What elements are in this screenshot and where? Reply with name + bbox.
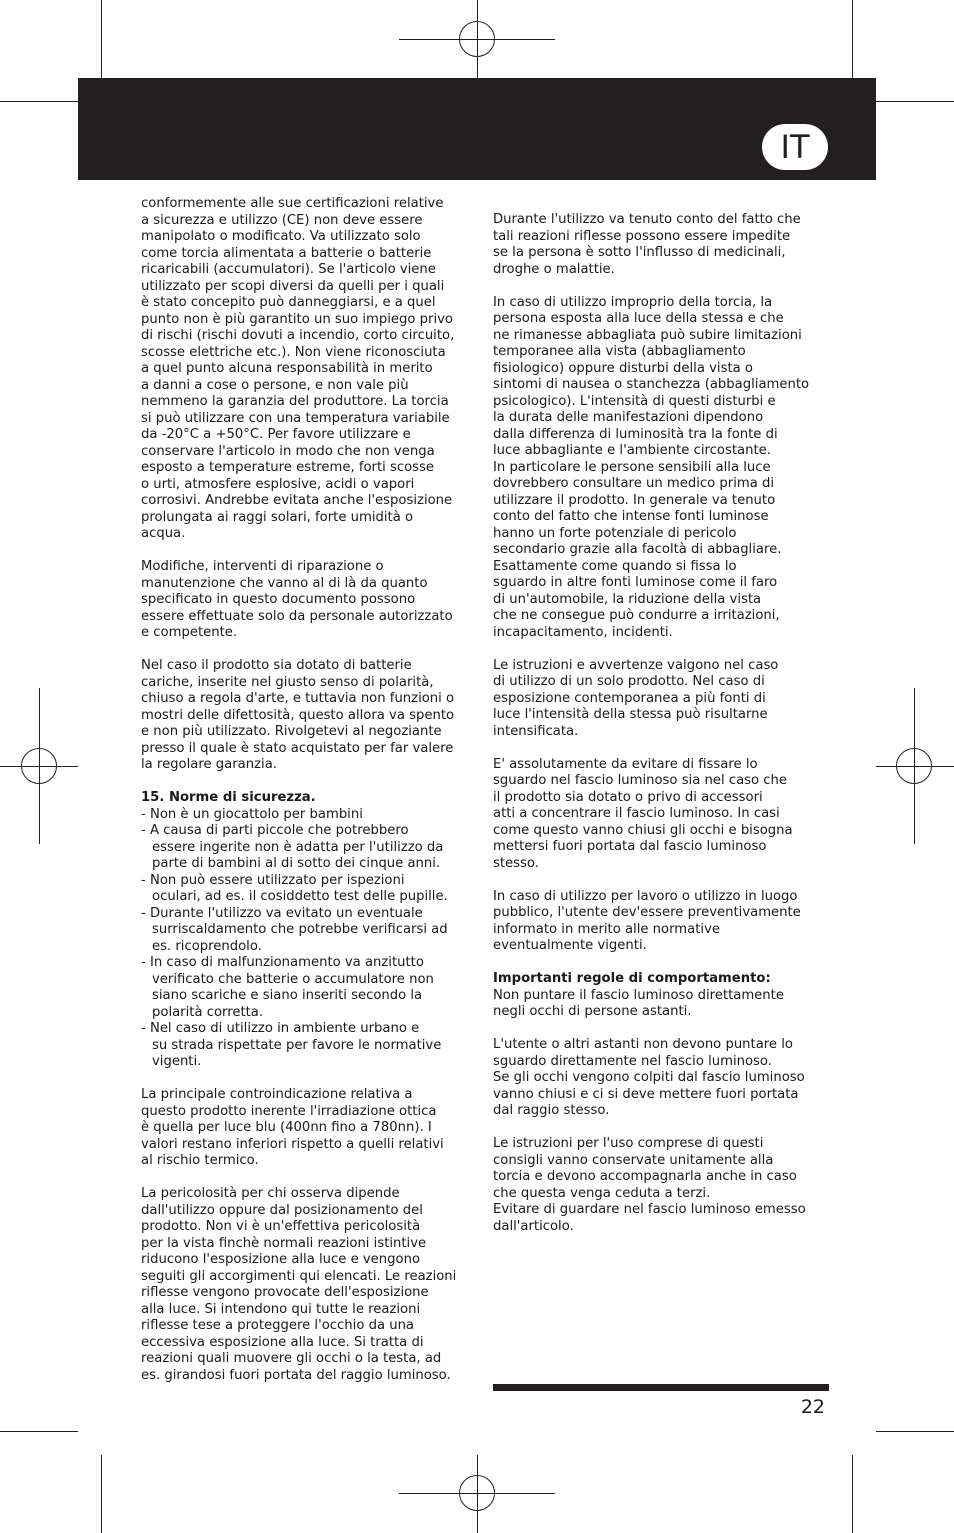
language-badge: IT (762, 124, 828, 170)
registration-top-circle (459, 21, 495, 57)
paragraph: La principale controindicazione relativa a questo prodotto inerente l'irradiazione ottica è quella per luce blu (400nn fino a 780nn). I valori restano inferiori rispetto a quelli relativi al rischio termico. (141, 1087, 444, 1168)
section-heading: Importanti regole di comportamento: (493, 971, 771, 986)
paragraph: E' assolutamente da evitare di fissare lo sguardo nel fascio luminoso sia nel caso che il prodotto sia dotato o privo di accessori atti a concentrare il fascio luminoso. In casi come questo vanno chiusi gli occhi e bisogna mettersi fuori portata dal fascio luminoso stesso. (493, 756, 793, 871)
paragraph: Modifiche, interventi di riparazione o manutenzione che vanno al di là da quanto specificato in questo documento possono essere effettuate solo da personale autorizzato e competente. (141, 559, 453, 640)
list-item: - A causa di parti piccole che potrebbero essere ingerite non è adatta per l'utilizzo da parte di bambini al di sotto dei cinque anni. (141, 823, 444, 871)
paragraph: conformemente alle sue certificazioni relative a sicurezza e utilizzo (CE) non deve essere manipolato o modificato. Va utilizzato solo come torcia alimentata a batterie o batterie ricaricabili (accumulatori). Se l'articolo viene utilizzato per scopi diversi da quelli per i quali è stato concepito può danneggiarsi, e a quel punto non è più garantito un suo impiego privo di rischi (rischi dovuti a incendio, corto circuito, scosse elettriche etc.). Non viene riconosciuta a quel punto alcuna responsabilità in merito a danni a cose o persone, e non vale più nemmeno la garanzia del produttore. La torcia si può utilizzare con una temperatura variabile da -20°C a +50°C. Per favore utilizzare e conservare l'articolo in modo che non venga esposto a temperature estreme, forti scosse o urti, atmosfere esplosive, acidi o vapori corrosivi. Andrebbe evitata anche l'esposizione prolungata ai raggi solari, forte umidità o acqua. (141, 196, 455, 541)
crop-mark-top-right-vertical (852, 0, 853, 78)
list-item: - Durante l'utilizzo va evitato un eventuale surriscaldamento che potrebbe verificarsi ad es. ricoprendolo. (141, 905, 448, 954)
crop-mark-top-left-vertical (101, 0, 102, 78)
list-item: - Non è un giocattolo per bambini (141, 806, 363, 822)
list-item: - In caso di malfunzionamento va anzitutto verificato che batterie o accumulatore non siano scariche e siano inseriti secondo la polarità corretta. (141, 955, 434, 1020)
paragraph: L'utente o altri astanti non devono puntare lo sguardo direttamente nel fascio luminoso. Se gli occhi vengono colpiti dal fascio luminoso vanno chiusi e ci si deve mettere fuori portata dal raggio stesso. (493, 1037, 805, 1118)
paragraph: Durante l'utilizzo va tenuto conto del fatto che tali reazioni riflesse possono essere impedite se la persona è sotto l'influsso di medicinali, droghe o malattie. (493, 212, 801, 277)
registration-left-circle (21, 748, 57, 784)
paragraph: In caso di utilizzo per lavoro o utilizzo in luogo pubblico, l'utente dev'essere preventivamente informato in merito alle normative eventualmente vigenti. (493, 888, 801, 953)
crop-mark-bottom-left-horizontal (0, 1431, 78, 1432)
registration-bottom-circle (459, 1475, 495, 1511)
paragraph: Le istruzioni per l'uso comprese di questi consigli vanno conservate unitamente alla torcia e devono accompagnarla anche in caso che questa venga ceduta a terzi. Evitare di guardare nel fascio luminoso emesso dall'articolo. (493, 1136, 806, 1234)
page-number: 22 (800, 1396, 825, 1418)
paragraph: La pericolosità per chi osserva dipende dall'utilizzo oppure dal posizionamento del prodotto. Non vi è un'effettiva pericolosità per la vista finchè normali reazioni istintive riducono l'esposizione alla luce e vengono seguiti gli accorgimenti qui elencati. Le reazioni riflesse vengono provocate dell'esposizione alla luce. Si intendono qui tutte le reazioni riflesse tese a proteggere l'occhio da una eccessiva esposizione alla luce. Si tratta di reazioni quali muovere gli occhi o la testa, ad es. girandosi fuori portata del raggio luminoso. (141, 1186, 457, 1383)
crop-mark-bottom-left-vertical (101, 1455, 102, 1533)
footer-bar (493, 1384, 829, 1391)
crop-mark-top-right-horizontal (876, 101, 954, 102)
registration-right-circle (896, 748, 932, 784)
header-band (78, 78, 876, 180)
safety-rules-list (141, 807, 481, 1071)
paragraph: Nel caso il prodotto sia dotato di batterie cariche, inserite nel giusto senso di polarità, chiuso a regola d'arte, e tuttavia non funzioni o mostri delle difettosità, questo allora va spento e non più utilizzato. Rivolgetevi al negoziante presso il quale è stato acquistato per far valere la regolare garanzia. (141, 658, 455, 772)
crop-mark-bottom-right-horizontal (876, 1431, 954, 1432)
crop-mark-bottom-right-vertical (852, 1455, 853, 1533)
list-item: - Non può essere utilizzato per ispezioni oculari, ad es. il cosiddetto test delle pupille. (141, 872, 448, 904)
right-column (493, 212, 833, 1235)
section-heading: 15. Norme di sicurezza. (141, 790, 316, 805)
list-item: - Nel caso di utilizzo in ambiente urbano e su strada rispettate per favore le normative vigenti. (141, 1021, 442, 1069)
crop-mark-top-left-horizontal (0, 101, 78, 102)
left-column (141, 196, 481, 1384)
paragraph: Le istruzioni e avvertenze valgono nel caso di utilizzo di un solo prodotto. Nel caso di esposizione contemporanea a più fonti di luce l'intensità della stessa può risultarne intensificata. (493, 657, 779, 739)
paragraph: Non puntare il fascio luminoso direttamente negli occhi di persone astanti. (493, 987, 784, 1019)
paragraph: In caso di utilizzo improprio della torcia, la persona esposta alla luce della stessa e che ne rimanesse abbagliata può subire limitazioni temporanee alla vista (abbagliamento fisiologico) oppure disturbi della vista o sintomi di nausea o stanchezza (abbagliamento psicologico). L'intensità di questi disturbi e la durata delle manifestazioni dipendono dalla differenza di luminosità tra la fonte di luce abbagliante e l'ambiente circostante. In particolare le persone sensibili alla luce dovrebbero consultare un medico prima di utilizzare il prodotto. In generale va tenuto conto del fatto che intense fonti luminose hanno un forte potenziale di pericolo secondario grazie alla facoltà di abbagliare. Esattamente come quando si fissa lo sguardo in altre fonti luminose come il faro di un'automobile, la riduzione della vista che ne consegue può condurre a irritazioni, incapacitamento, incidenti. (493, 294, 810, 640)
